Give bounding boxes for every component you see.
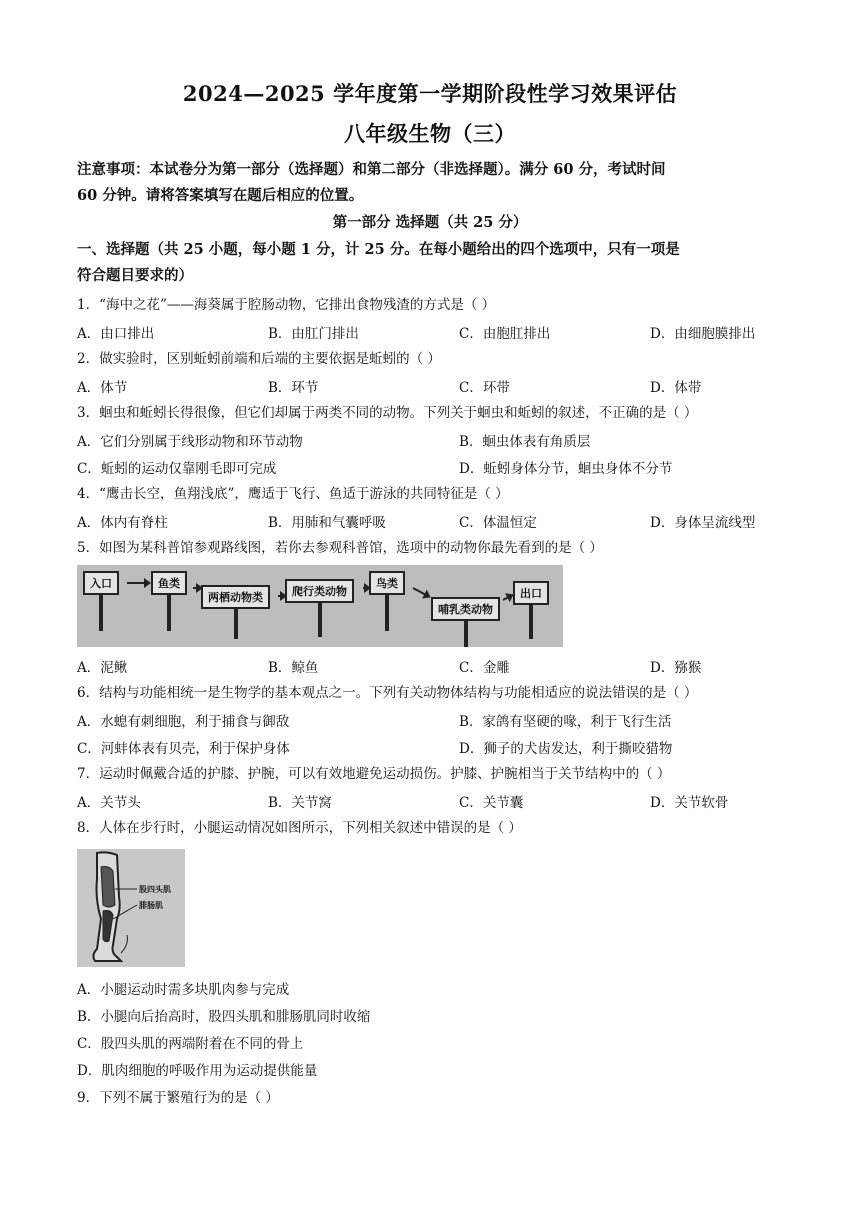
- option-d: D．体带: [650, 380, 702, 396]
- exam-title: 2024—2025 学年度第一学期阶段性学习效果评估: [182, 81, 678, 106]
- question-6-options-row-1: [77, 710, 777, 730]
- arrow-icon: [127, 582, 149, 584]
- part1-heading: 第一部分 选择题（共 25 分）: [332, 214, 528, 231]
- option-a: A．水螅有刺细胞，利于捕食与御敌: [77, 714, 290, 730]
- option-d: D．猕猴: [650, 660, 702, 676]
- arrow-icon: [193, 587, 201, 589]
- option-a: A．体节: [77, 380, 128, 396]
- notice-line-2: 60 分钟。请将答案填写在题后相应的位置。: [77, 187, 364, 204]
- option-a: A．泥鳅: [77, 660, 128, 676]
- question-5-stem: 5．如图为某科普馆参观路线图，若你去参观科普馆，选项中的动物你最先看到的是（ ）: [77, 540, 603, 556]
- question-8-option-b: B．小腿向后抬高时，股四头肌和腓肠肌同时收缩: [77, 1009, 371, 1025]
- option-c: C．环带: [459, 380, 510, 396]
- sign-reptiles: 爬行类动物: [285, 579, 354, 637]
- question-1-options: [77, 322, 777, 342]
- option-c: C．由胞肛排出: [459, 326, 551, 342]
- question-8-stem: 8．人体在步行时，小腿运动情况如图所示，下列相关叙述中错误的是（ ）: [77, 820, 522, 836]
- question-8-option-a: A．小腿运动时需多块肌肉参与完成: [77, 982, 290, 998]
- option-d: D．蚯蚓身体分节，蛔虫身体不分节: [459, 461, 673, 477]
- option-c: C．体温恒定: [459, 515, 537, 531]
- option-c: C．蚯蚓的运动仅靠刚毛即可完成: [77, 461, 277, 477]
- question-6-stem: 6．结构与功能相统一是生物学的基本观点之一。下列有关动物体结构与功能相适应的说法错误的是（ ）: [77, 685, 698, 701]
- question-5-options: [77, 656, 777, 676]
- option-b: B．用肺和气囊呼吸: [268, 515, 386, 531]
- leg-muscle-figure: [77, 849, 185, 967]
- option-c: C．关节囊: [459, 795, 524, 811]
- notice-line-1: 注意事项：本试卷分为第一部分（选择题）和第二部分（非选择题）。满分 60 分，考试时间: [77, 161, 666, 178]
- label-gastrocnemius: 腓肠肌: [139, 901, 163, 910]
- question-4-stem: 4．“鹰击长空，鱼翔浅底”，鹰适于飞行、鱼适于游泳的共同特征是（ ）: [77, 486, 509, 502]
- section1-line-1: 一、选择题（共 25 小题，每小题 1 分，计 25 分。在每小题给出的四个选项中，只有一项是: [77, 241, 680, 258]
- question-9-stem: 9．下列不属于繁殖行为的是（ ）: [77, 1090, 279, 1106]
- sign-entrance: 入口: [83, 571, 119, 631]
- option-c: C．金雕: [459, 660, 510, 676]
- question-2-options: [77, 376, 777, 396]
- question-7-stem: 7．运动时佩戴合适的护膝、护腕，可以有效地避免运动损伤。护膝、护腕相当于关节结构中的（ ）: [77, 766, 671, 782]
- option-a: A．由口排出: [77, 326, 155, 342]
- option-a: A．体内有脊柱: [77, 515, 168, 531]
- option-d: D．关节软骨: [650, 795, 729, 811]
- option-b: B．蛔虫体表有角质层: [459, 434, 591, 450]
- sign-amphibians: 两栖动物类: [201, 585, 270, 639]
- option-c: C．河蚌体表有贝壳，利于保护身体: [77, 741, 290, 757]
- route-map-figure: [77, 565, 563, 647]
- option-a: A．关节头: [77, 795, 141, 811]
- option-b: B．家鸽有坚硬的喙，利于飞行生活: [459, 714, 672, 730]
- question-3-options-row-1: [77, 430, 777, 450]
- question-3-options-row-2: [77, 457, 777, 477]
- label-quadriceps: 股四头肌: [139, 885, 171, 894]
- question-1-stem: 1．“海中之花”——海葵属于腔肠动物，它排出食物残渣的方式是（ ）: [77, 297, 496, 313]
- question-6-options-row-2: [77, 737, 777, 757]
- question-3-stem: 3．蛔虫和蚯蚓长得很像，但它们却属于两类不同的动物。下列关于蛔虫和蚯蚓的叙述，不正确的是（ ）: [77, 405, 698, 421]
- option-a: A．它们分别属于线形动物和环节动物: [77, 434, 303, 450]
- option-b: B．鲸鱼: [268, 660, 319, 676]
- option-b: B．关节窝: [268, 795, 332, 811]
- option-b: B．环节: [268, 380, 319, 396]
- arrow-icon: [503, 594, 513, 600]
- sign-fish: 鱼类: [151, 571, 187, 631]
- question-2-stem: 2．做实验时，区别蚯蚓前端和后端的主要依据是蚯蚓的（ ）: [77, 351, 441, 367]
- question-8-option-d: D．肌肉细胞的呼吸作用为运动提供能量: [77, 1063, 318, 1079]
- leg-illustration-icon: [77, 849, 185, 967]
- question-8-option-c: C．股四头肌的两端附着在不同的骨上: [77, 1036, 304, 1052]
- question-4-options: [77, 511, 777, 531]
- section1-line-2: 符合题目要求的）: [77, 267, 193, 284]
- option-d: D．狮子的犬齿发达，利于撕咬猎物: [459, 741, 673, 757]
- sign-exit: 出口: [513, 581, 549, 639]
- question-7-options: [77, 791, 777, 811]
- exam-subtitle: 八年级生物（三）: [344, 121, 516, 146]
- option-b: B．由肛门排出: [268, 326, 359, 342]
- arrow-icon: [413, 587, 430, 597]
- arrow-icon: [278, 595, 285, 597]
- sign-birds: 鸟类: [369, 571, 405, 631]
- option-d: D．由细胞膜排出: [650, 326, 756, 342]
- sign-mammals: 哺乳类动物: [431, 597, 500, 647]
- option-d: D．身体呈流线型: [650, 515, 756, 531]
